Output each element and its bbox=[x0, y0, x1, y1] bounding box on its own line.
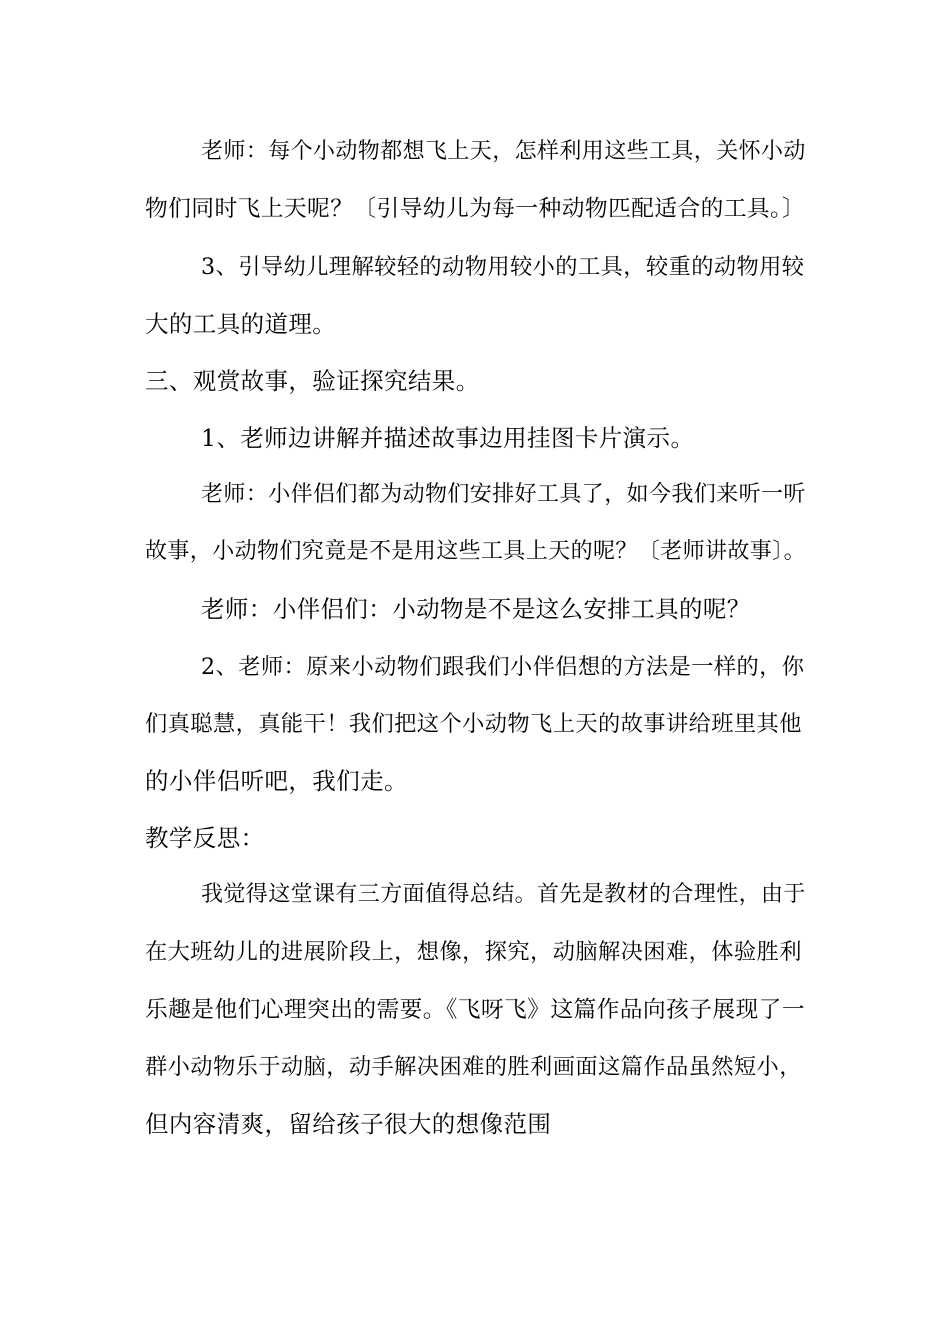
paragraph-line: 乐趣是他们心理突出的需要。《飞呀飞》这篇作品向孩子展现了一 bbox=[145, 997, 805, 1023]
paragraph-line: 我觉得这堂课有三方面值得总结。首先是教材的合理性，由于 bbox=[201, 882, 806, 907]
paragraph-line: 在大班幼儿的进展阶段上，想像，探究，动脑解决困难，体验胜利 bbox=[145, 939, 802, 965]
paragraph-line: 老师：小伴侣们：小动物是不是这么安排工具的呢？ bbox=[201, 595, 751, 623]
paragraph-line: 2、老师：原来小动物们跟我们小伴侣想的方法是一样的，你 bbox=[201, 654, 805, 680]
paragraph-line: 1、老师边讲解并描述故事边用挂图卡片演示。 bbox=[201, 424, 695, 452]
paragraph-line: 故事，小动物们究竟是不是用这些工具上天的呢？〔老师讲故事〕。 bbox=[145, 539, 807, 564]
paragraph-line: 的小伴侣听吧，我们走。 bbox=[145, 767, 408, 795]
section-heading: 三、观赏故事，验证探究结果。 bbox=[145, 367, 480, 395]
paragraph-line: 群小动物乐于动脑，动手解决困难的胜利画面这篇作品虽然短小， bbox=[145, 1054, 802, 1080]
paragraph-line: 大的工具的道理。 bbox=[145, 310, 337, 338]
paragraph-line: 老师：小伴侣们都为动物们安排好工具了，如今我们来听一听 bbox=[201, 482, 806, 507]
paragraph-line: 物们同时飞上天呢？〔引导幼儿为每一种动物匹配适合的工具。〕 bbox=[145, 196, 805, 222]
section-heading: 教学反思： bbox=[145, 824, 265, 852]
paragraph-line: 但内容清爽，留给孩子很大的想像范围 bbox=[145, 1110, 552, 1138]
paragraph-line: 老师：每个小动物都想飞上天，怎样利用这些工具，关怀小动 bbox=[201, 139, 806, 164]
paragraph-line: 3、引导幼儿理解较轻的动物用较小的工具，较重的动物用较 bbox=[201, 254, 805, 280]
paragraph-line: 们真聪慧，真能干！我们把这个小动物飞上天的故事讲给班里其他 bbox=[145, 711, 802, 737]
